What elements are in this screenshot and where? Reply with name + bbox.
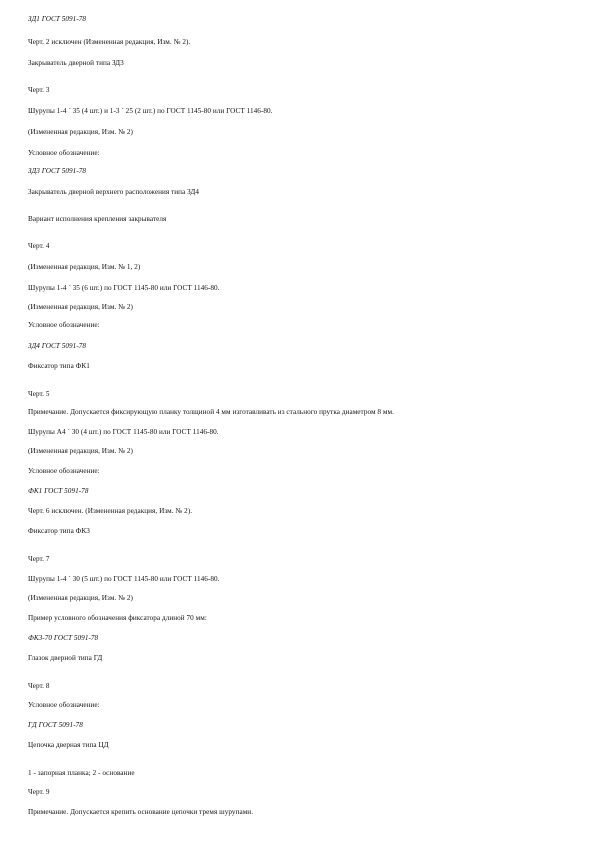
text-line: (Измененная редакция, Изм. № 2) (28, 303, 133, 311)
figure-caption: Черт. 8 (28, 682, 50, 690)
text-line: Пример условного обозначения фиксатора длиной 70 мм: (28, 614, 207, 622)
section-heading-zd3: Закрыватель дверной типа ЗД3 (28, 59, 124, 67)
section-heading-gd: Глазок дверной типа ГД (28, 654, 103, 662)
text-line: Шурупы 1-4 ´ 35 (6 шт.) по ГОСТ 1145-80 или ГОСТ 1146-80. (28, 284, 220, 292)
figure-caption: Черт. 5 (28, 390, 50, 398)
text-line: (Измененная редакция, Изм. № 2) (28, 594, 133, 602)
figure-caption: Черт. 9 (28, 788, 50, 796)
text-line: (Измененная редакция, Изм. № 2) (28, 447, 133, 455)
designation-zd3: ЗД3 ГОСТ 5091-78 (28, 167, 87, 175)
text-line: Условное обозначение: (28, 321, 100, 329)
designation-zd4: ЗД4 ГОСТ 5091-78 (28, 342, 87, 350)
section-heading-fk3: Фиксатор типа ФК3 (28, 527, 90, 535)
designation-fk1: ФК1 ГОСТ 5091-78 (28, 487, 89, 495)
figure-caption: Черт. 4 (28, 242, 50, 250)
designation-gd: ГД ГОСТ 5091-78 (28, 721, 83, 729)
text-line: Условное обозначение: (28, 149, 100, 157)
text-line: (Измененная редакция, Изм. № 1, 2) (28, 263, 141, 271)
legend-line: 1 - запорная планка; 2 - основание (28, 769, 135, 777)
text-line: Условное обозначение: (28, 467, 100, 475)
section-heading-cd: Цепочка дверная типа ЦД (28, 741, 109, 749)
text-line: Условное обозначение: (28, 701, 100, 709)
text-line: Вариант исполнения крепления закрывателя (28, 215, 167, 223)
designation-fk3: ФК3-70 ГОСТ 5091-78 (28, 634, 99, 642)
text-line: Черт. 2 исключен (Измененная редакция, Изм. № 2). (28, 38, 191, 46)
text-line: Черт. 6 исключен. (Измененная редакция, Изм. № 2). (28, 507, 193, 515)
note-line: Примечание. Допускается фиксирующую планку толщиной 4 мм изготавливать из стального прутка диаметром 8 мм. (28, 408, 394, 416)
note-line: Примечание. Допускается крепить основание цепочки тремя шурупами. (28, 808, 254, 816)
figure-caption: Черт. 3 (28, 86, 50, 94)
section-heading-fk1: Фиксатор типа ФК1 (28, 362, 90, 370)
text-line: Шурупы 1-4 ´ 30 (5 шт.) по ГОСТ 1145-80 или ГОСТ 1146-80. (28, 575, 220, 583)
designation-zd1: ЗД1 ГОСТ 5091-78 (28, 15, 87, 23)
text-line: Шурупы А4 ´ 30 (4 шт.) по ГОСТ 1145-80 или ГОСТ 1146-80. (28, 428, 219, 436)
text-line: (Измененная редакция, Изм. № 2) (28, 128, 133, 136)
figure-caption: Черт. 7 (28, 555, 50, 563)
section-heading-zd4: Закрыватель дверной верхнего расположения типа ЗД4 (28, 188, 199, 196)
text-line: Шурупы 1-4 ´ 35 (4 шт.) и 1-3 ´ 25 (2 шт.) по ГОСТ 1145-80 или ГОСТ 1146-80. (28, 107, 273, 115)
